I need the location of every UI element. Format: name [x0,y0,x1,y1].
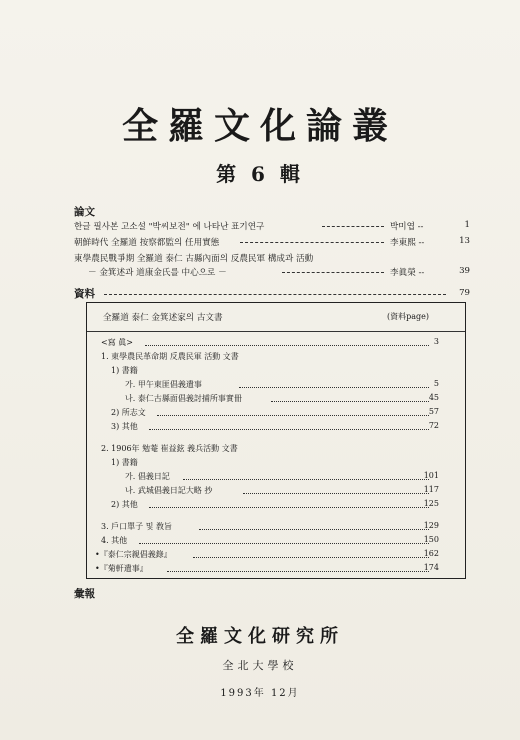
leader-line [149,429,429,430]
leader-line [157,415,429,416]
divider [87,331,465,332]
list-item: 2. 1906年 勉菴 崔益鉉 義兵活動 文書 [101,444,238,453]
leader-line [322,226,384,227]
list-item-page: 125 [423,499,439,508]
list-item: 1) 書籍 [111,366,138,375]
list-item: 나. 武城倡義日記大略 抄 [125,486,213,495]
list-item: 가. 倡義日記 [125,472,170,481]
list-item: 4. 其他 [101,536,128,545]
volume-number: 第 6 輯 [216,162,304,186]
list-item-page: 3 [433,337,439,346]
publisher-name: 全羅文化研究所 [176,626,344,647]
leader-line [149,507,429,508]
leader-line [240,242,384,243]
publication-date: 1993年 12月 [220,688,300,699]
article-title: 朝鮮時代 全羅道 按察都監의 任用實態 [74,238,220,248]
article-author: 李眞榮 -- [390,268,425,278]
list-item-page: 117 [423,485,439,494]
list-item: 3. 戶口單子 및 敎旨 [101,522,172,531]
article-title: 東學農民戰爭期 全羅道 泰仁 古縣內面의 反農民軍 構成과 活動 [74,254,314,264]
box-heading: 全羅道 泰仁 金箕述家의 古文書 [103,313,223,323]
list-item-page: 129 [423,521,439,530]
list-item: 가. 甲午東匪倡義遺事 [125,380,202,389]
leader-line [271,401,429,402]
journal-title: 全羅文化論叢 [121,105,398,147]
article-author: 李東熙 -- [390,238,425,248]
list-item-page: 150 [423,535,439,544]
leader-line [282,272,384,273]
article-author: 박미엽 -- [390,222,424,232]
list-item: 1. 東學農民革命期 反農民軍 活動 文書 [101,352,239,361]
list-item: 1) 書籍 [111,458,138,467]
list-item-page: 101 [423,471,439,480]
list-item-page: 45 [428,393,439,402]
leader-line [193,557,429,558]
university-name: 全北大學校 [222,659,298,672]
section-news-heading: 彙報 [74,588,95,600]
list-item-page: 57 [428,407,439,416]
leader-line [104,294,446,295]
list-item: <寫 眞> [101,338,133,347]
list-item: •『菊軒遺事』 [95,564,148,573]
leader-line [145,345,429,346]
box-page-label: (資料page) [387,312,429,321]
article-page: 13 [459,236,470,246]
leader-line [199,529,429,530]
materials-contents-box [86,302,466,579]
list-item-page: 162 [423,549,439,558]
leader-line [239,387,429,388]
list-item: 나. 泰仁古縣面倡義討捕所事實冊 [125,394,242,403]
list-item-page: 174 [423,563,439,572]
leader-line [243,493,429,494]
list-item: 2) 所志文 [111,408,146,417]
list-item: 2) 其他 [111,500,138,509]
article-page: 1 [464,220,470,230]
materials-page: 79 [459,288,470,298]
leader-line [167,571,429,572]
article-page: 39 [459,266,470,276]
list-item-page: 72 [428,421,439,430]
section-articles-heading: 論文 [74,206,95,218]
leader-line [183,479,429,480]
list-item: •『泰仁宗親倡義錄』 [95,550,172,559]
section-materials-heading: 資料 [74,288,95,300]
list-item-page: 5 [433,379,439,388]
leader-line [139,543,429,544]
article-subtitle: － 金箕述과 道康金氏를 中心으로 － [88,268,227,278]
article-title: 한글 필사본 고소설 "박씨보전" 에 나타난 표기연구 [74,222,265,232]
list-item: 3) 其他 [111,422,138,431]
